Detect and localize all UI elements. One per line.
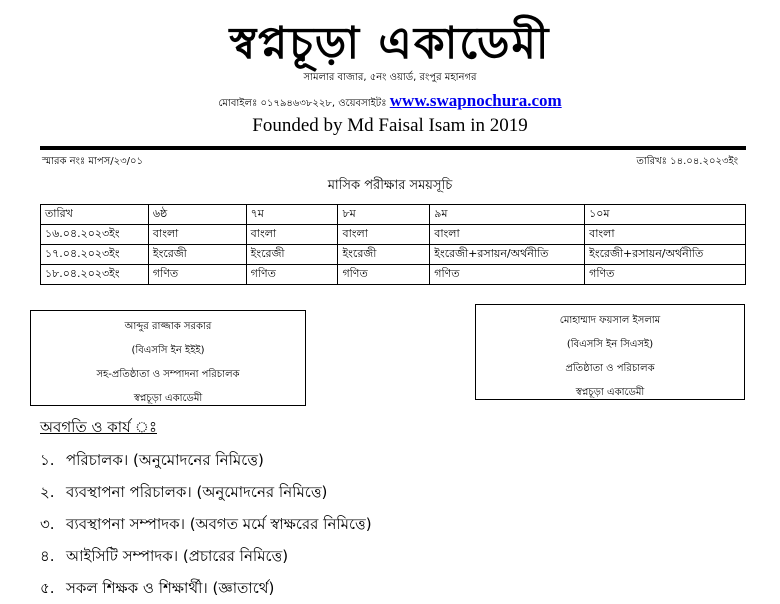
signatory-name: আব্দুর রাজ্জাক সরকার xyxy=(124,321,212,332)
header-divider xyxy=(40,146,746,150)
distribution-list xyxy=(40,444,372,604)
signatory-designation: প্রতিষ্ঠাতা ও পরিচালক xyxy=(565,363,655,374)
table-cell: বাংলা xyxy=(338,225,430,245)
signatory-organization: স্বপ্নচূড়া একাডেমী xyxy=(133,393,203,404)
academy-address: সামলার বাজার, ৫নং ওয়ার্ড, রংপুর মহানগর xyxy=(303,72,477,83)
table-cell: ইংরেজী+রসায়ন/অর্থনীতি xyxy=(430,245,585,265)
signatory-degree: (বিএসসি ইন সিএসই) xyxy=(566,339,654,350)
memo-number: স্মারক নংঃ মাপস/২৩/০১ xyxy=(42,156,144,167)
list-number: ২. xyxy=(40,483,55,501)
signatory-name: মোহাম্মাদ ফয়সাল ইসলাম xyxy=(559,315,661,326)
list-number: ৪. xyxy=(40,547,55,565)
list-text: ব্যবস্থাপনা পরিচালক। (অনুমোদনের নিমিত্তে) xyxy=(66,483,328,501)
row-date: ১৭.০৪.২০২৩ইং xyxy=(41,245,149,265)
schedule-title: মাসিক পরীক্ষার সময়সূচি xyxy=(327,178,453,193)
list-number: ১. xyxy=(40,451,55,469)
memo-date: তারিখঃ ১৪.০৪.২০২৩ইং xyxy=(636,156,738,167)
table-cell: গণিত xyxy=(148,265,246,285)
signatory-designation: সহ-প্রতিষ্ঠাতা ও সম্পাদনা পরিচালক xyxy=(96,369,240,380)
contact-line xyxy=(0,91,780,113)
list-text: সকল শিক্ষক ও শিক্ষার্থী। (জ্ঞাতার্থে) xyxy=(66,579,275,597)
list-text: আইসিটি সম্পাদক। (প্রচারের নিমিত্তে) xyxy=(66,547,289,565)
header-class-9: ৯ম xyxy=(430,205,585,225)
table-cell: গণিত xyxy=(338,265,430,285)
header-date: তারিখ xyxy=(41,205,149,225)
academy-title: স্বপ্নচূড়া একাডেমী xyxy=(229,18,551,69)
list-item xyxy=(40,540,372,572)
row-date: ১৬.০৪.২০২৩ইং xyxy=(41,225,149,245)
signature-box-left xyxy=(30,310,306,406)
signatory-degree: (বিএসসি ইন ইইই) xyxy=(131,345,205,356)
table-cell: ইংরেজী xyxy=(246,245,338,265)
header-class-10: ১০ম xyxy=(585,205,746,225)
table-cell: বাংলা xyxy=(246,225,338,245)
list-text: ব্যবস্থাপনা সম্পাদক। (অবগত মর্মে স্বাক্ষরের নিমিত্তে) xyxy=(66,515,372,533)
schedule-header-row xyxy=(41,205,746,225)
list-number: ৫. xyxy=(40,579,55,597)
founded-line: Founded by Md Faisal Isam in 2019 xyxy=(252,115,528,136)
website-link[interactable]: www.swapnochura.com xyxy=(389,91,562,110)
row-date: ১৮.০৪.২০২৩ইং xyxy=(41,265,149,285)
list-item xyxy=(40,476,372,508)
list-number: ৩. xyxy=(40,515,55,533)
table-row xyxy=(41,265,746,285)
signatory-organization: স্বপ্নচূড়া একাডেমী xyxy=(575,387,645,398)
header-class-8: ৮ম xyxy=(338,205,430,225)
distribution-heading: অবগতি ও কার্য ঃ xyxy=(40,418,157,436)
table-cell: বাংলা xyxy=(430,225,585,245)
list-item xyxy=(40,444,372,476)
list-text: পরিচালক। (অনুমোদনের নিমিত্তে) xyxy=(66,451,264,469)
table-cell: ইংরেজী+রসায়ন/অর্থনীতি xyxy=(585,245,746,265)
signature-box-right xyxy=(475,304,745,400)
header-class-7: ৭ম xyxy=(246,205,338,225)
table-cell: বাংলা xyxy=(585,225,746,245)
list-item xyxy=(40,572,372,604)
table-cell: ইংরেজী xyxy=(148,245,246,265)
table-cell: গণিত xyxy=(246,265,338,285)
table-cell: গণিত xyxy=(430,265,585,285)
list-item xyxy=(40,508,372,540)
header-class-6: ৬ষ্ঠ xyxy=(148,205,246,225)
table-row xyxy=(41,245,746,265)
table-cell: গণিত xyxy=(585,265,746,285)
schedule-table xyxy=(40,204,746,285)
contact-mobile: মোবাইলঃ ০১৭৯৪৬৩৮২২৮, ওয়েবসাইটঃ xyxy=(218,98,390,109)
table-cell: ইংরেজী xyxy=(338,245,430,265)
table-row xyxy=(41,225,746,245)
table-cell: বাংলা xyxy=(148,225,246,245)
